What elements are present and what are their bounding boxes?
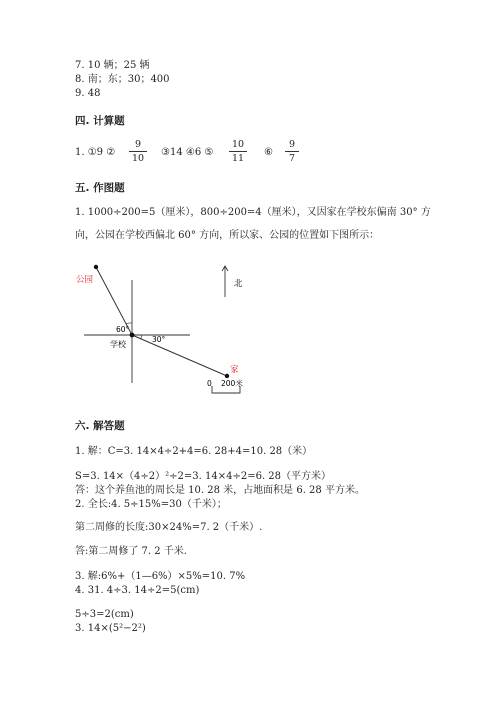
school-point — [130, 333, 135, 338]
solution-line: 5÷3=2(cm) — [75, 609, 134, 620]
angle-30-label: 30° — [152, 335, 166, 344]
line-to-home — [132, 335, 227, 376]
section-heading-drawing: 五. 作图题 — [75, 182, 125, 194]
calc-line-prefix: 1. ①9 ② — [75, 147, 116, 158]
fraction-denominator: 10 — [131, 153, 145, 164]
scale-zero-label: 0 — [207, 379, 212, 388]
school-label: 学校 — [110, 340, 126, 349]
calc-line-six: ⑥ — [264, 147, 273, 158]
solution-line: 3. 解:6%+（1—6%）×5%=10. 7% — [75, 571, 246, 582]
fraction-9-10 — [129, 139, 147, 164]
angle-arc-30 — [141, 335, 142, 339]
solution-line: 1. 解：C=3. 14×4÷2+4=6. 28+4=10. 28（米） — [75, 446, 313, 457]
park-label: 公园 — [76, 275, 94, 285]
solution-line: S=3. 14×（4÷2）²÷2=3. 14×4÷2=6. 28（平方米） — [75, 471, 332, 482]
fraction-denominator: 11 — [231, 153, 245, 164]
answer-line-7: 7. 10 辆；25 辆 — [75, 60, 150, 71]
home-point — [225, 374, 229, 378]
fraction-denominator: 7 — [288, 153, 296, 164]
solution-line: 3. 14×(5²−2²) — [75, 623, 146, 634]
section-heading-calc: 四. 计算题 — [75, 115, 125, 127]
solution-line: 答：这个养鱼池的周长是 10. 28 米，占地面积是 6. 28 平方米。 — [75, 485, 365, 496]
fraction-10-11 — [229, 139, 247, 164]
fraction-numerator: 9 — [288, 139, 296, 150]
solution-line: 第二周修的长度:30×24%=7. 2（千米）. — [75, 522, 263, 533]
solution-line: 4. 31. 4÷3. 14÷2=5(cm) — [75, 585, 200, 596]
calc-line-middle: ③14 ④6 ⑤ — [161, 147, 214, 158]
angle-arc-60 — [126, 323, 132, 324]
home-label: 家 — [230, 365, 239, 375]
fraction-9-7 — [285, 139, 299, 164]
north-label: 北 — [234, 279, 243, 289]
location-diagram — [0, 255, 500, 405]
drawing-explain-line-2: 向，公园在学校西偏北 60° 方向，所以家、公园的位置如下图所示： — [75, 230, 380, 241]
solution-line: 答:第二周修了 7. 2 千米. — [75, 546, 187, 557]
solution-line: 2. 全长:4. 5÷15%=30（千米）； — [75, 499, 227, 510]
answer-line-9: 9. 48 — [75, 88, 101, 99]
answer-line-8: 8. 南；东；30；400 — [75, 74, 170, 85]
park-point — [94, 265, 98, 269]
drawing-explain-line-1: 1. 1000÷200=5（厘米），800÷200=4（厘米），又因家在学校东偏南 30° 方 — [75, 207, 431, 218]
angle-60-label: 60° — [116, 325, 130, 334]
scale-length-label: 200米 — [221, 379, 243, 388]
fraction-numerator: 9 — [134, 139, 142, 150]
fraction-numerator: 10 — [231, 139, 245, 150]
section-heading-solutions: 六. 解答题 — [75, 420, 125, 432]
